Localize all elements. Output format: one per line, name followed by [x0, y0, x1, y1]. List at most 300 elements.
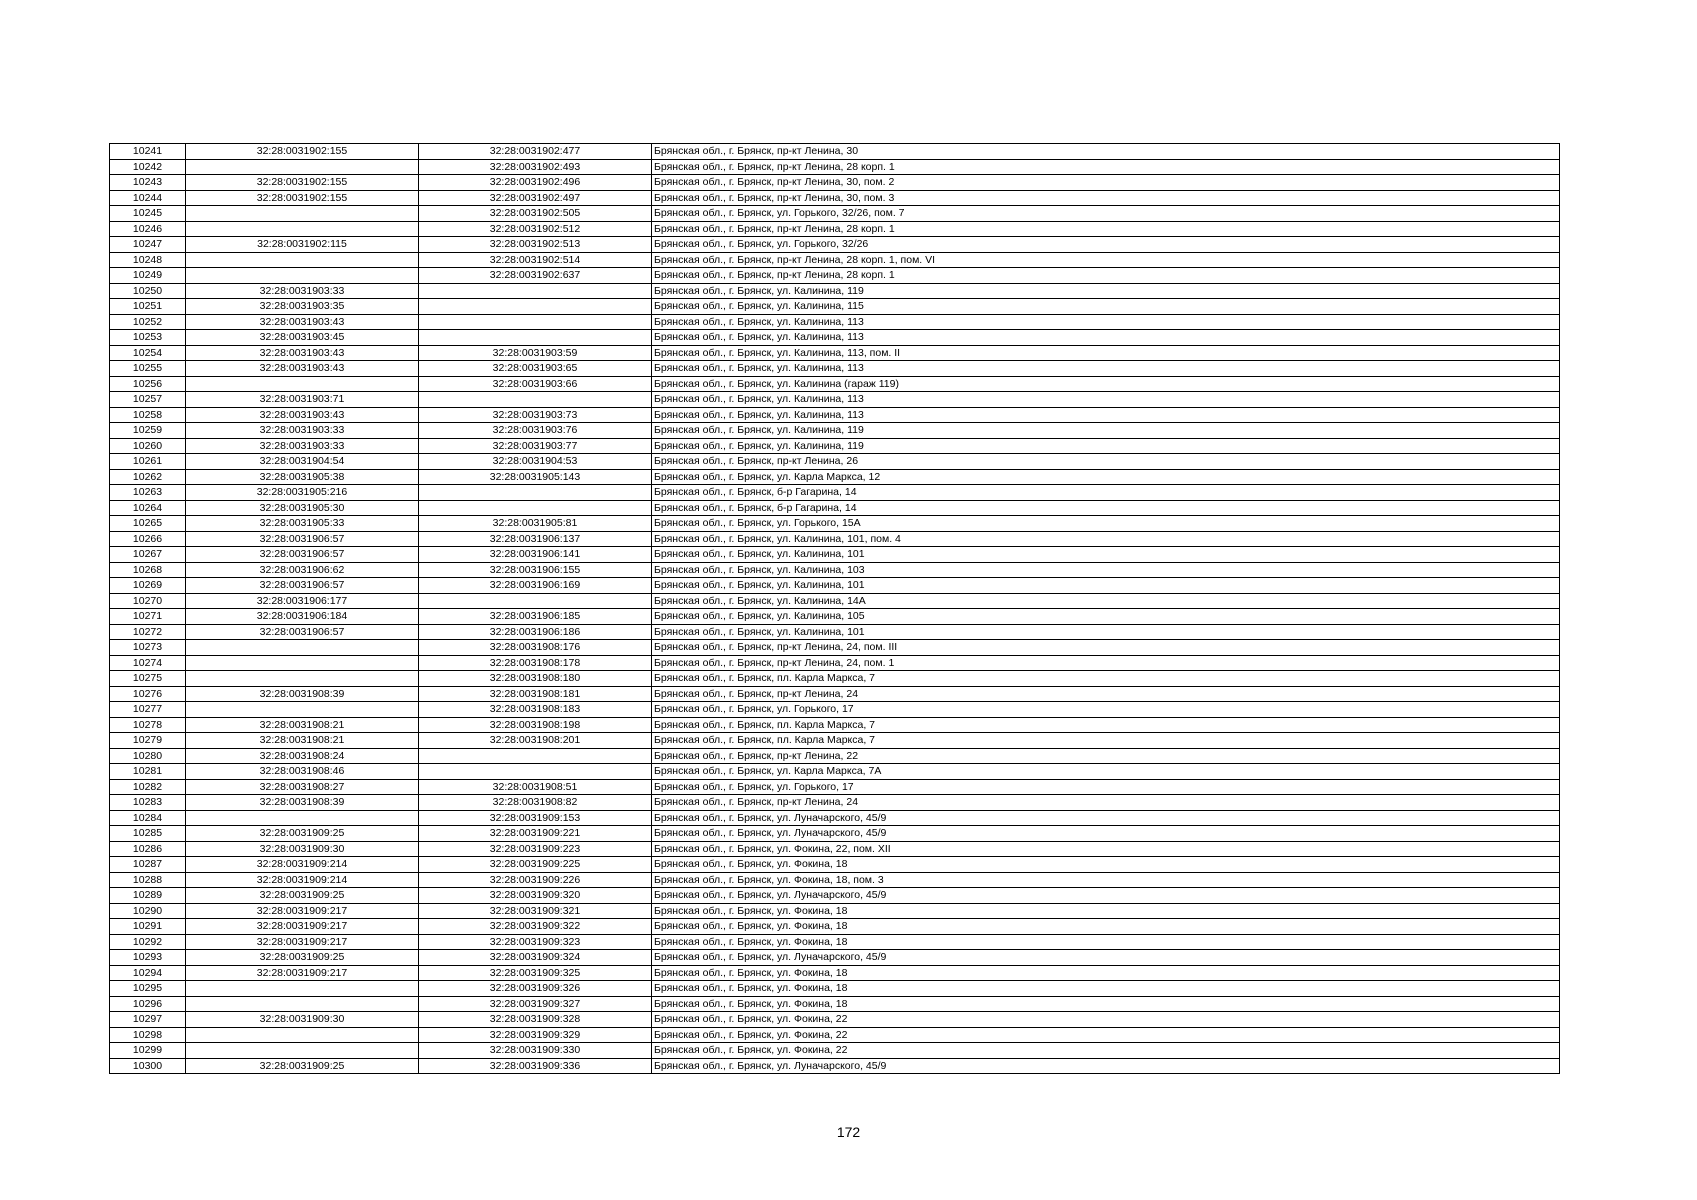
- cadastral-number-cell: 32:28:0031902:512: [419, 221, 652, 237]
- parent-cadastral-cell: 32:28:0031909:217: [186, 919, 419, 935]
- parent-cadastral-cell: 32:28:0031905:216: [186, 485, 419, 501]
- address-cell: Брянская обл., г. Брянск, ул. Луначарского, 45/9: [652, 950, 1560, 966]
- row-number-cell: 10287: [110, 857, 186, 873]
- row-number-cell: 10278: [110, 717, 186, 733]
- parent-cadastral-cell: [186, 159, 419, 175]
- row-number-cell: 10271: [110, 609, 186, 625]
- cadastral-number-cell: 32:28:0031903:77: [419, 438, 652, 454]
- cadastral-number-cell: 32:28:0031908:180: [419, 671, 652, 687]
- address-cell: Брянская обл., г. Брянск, ул. Калинина, 101: [652, 624, 1560, 640]
- address-cell: Брянская обл., г. Брянск, ул. Фокина, 22: [652, 1043, 1560, 1059]
- address-cell: Брянская обл., г. Брянск, ул. Луначарского, 45/9: [652, 826, 1560, 842]
- table-row: [110, 562, 1560, 578]
- parent-cadastral-cell: 32:28:0031905:33: [186, 516, 419, 532]
- parent-cadastral-cell: 32:28:0031905:30: [186, 500, 419, 516]
- cadastral-number-cell: 32:28:0031909:326: [419, 981, 652, 997]
- cadastral-number-cell: 32:28:0031902:477: [419, 144, 652, 160]
- cadastral-number-cell: 32:28:0031908:198: [419, 717, 652, 733]
- parent-cadastral-cell: [186, 810, 419, 826]
- table-row: [110, 686, 1560, 702]
- table-row: [110, 578, 1560, 594]
- address-cell: Брянская обл., г. Брянск, ул. Калинина, 119: [652, 438, 1560, 454]
- cadastral-number-cell: 32:28:0031903:66: [419, 376, 652, 392]
- table-row: [110, 996, 1560, 1012]
- parent-cadastral-cell: 32:28:0031903:35: [186, 299, 419, 315]
- address-cell: Брянская обл., г. Брянск, пл. Карла Маркса, 7: [652, 671, 1560, 687]
- table-row: [110, 392, 1560, 408]
- table-row: [110, 547, 1560, 563]
- parent-cadastral-cell: [186, 221, 419, 237]
- table-row: [110, 1012, 1560, 1028]
- parent-cadastral-cell: 32:28:0031905:38: [186, 469, 419, 485]
- parent-cadastral-cell: 32:28:0031903:43: [186, 314, 419, 330]
- row-number-cell: 10280: [110, 748, 186, 764]
- address-cell: Брянская обл., г. Брянск, пр-кт Ленина, 26: [652, 454, 1560, 470]
- cadastral-number-cell: 32:28:0031908:201: [419, 733, 652, 749]
- table-row: [110, 500, 1560, 516]
- parent-cadastral-cell: [186, 376, 419, 392]
- table-row: [110, 361, 1560, 377]
- parent-cadastral-cell: 32:28:0031903:43: [186, 345, 419, 361]
- table-row: [110, 221, 1560, 237]
- cadastral-number-cell: [419, 299, 652, 315]
- row-number-cell: 10286: [110, 841, 186, 857]
- table-row: [110, 702, 1560, 718]
- cadastral-number-cell: 32:28:0031909:330: [419, 1043, 652, 1059]
- cadastral-number-cell: 32:28:0031909:320: [419, 888, 652, 904]
- table-row: [110, 779, 1560, 795]
- address-cell: Брянская обл., г. Брянск, ул. Калинина (гараж 119): [652, 376, 1560, 392]
- parent-cadastral-cell: [186, 702, 419, 718]
- address-cell: Брянская обл., г. Брянск, ул. Фокина, 18: [652, 919, 1560, 935]
- cadastral-number-cell: [419, 392, 652, 408]
- parent-cadastral-cell: 32:28:0031906:184: [186, 609, 419, 625]
- cadastral-number-cell: 32:28:0031908:82: [419, 795, 652, 811]
- address-cell: Брянская обл., г. Брянск, ул. Горького, 17: [652, 702, 1560, 718]
- address-cell: Брянская обл., г. Брянск, ул. Калинина, 119: [652, 423, 1560, 439]
- table-row: [110, 826, 1560, 842]
- table-row: [110, 841, 1560, 857]
- cadastral-number-cell: 32:28:0031908:176: [419, 640, 652, 656]
- cadastral-number-cell: 32:28:0031908:183: [419, 702, 652, 718]
- row-number-cell: 10247: [110, 237, 186, 253]
- cadastral-number-cell: 32:28:0031902:493: [419, 159, 652, 175]
- cadastral-number-cell: 32:28:0031902:514: [419, 252, 652, 268]
- parent-cadastral-cell: 32:28:0031903:33: [186, 283, 419, 299]
- address-cell: Брянская обл., г. Брянск, ул. Калинина, 101, пом. 4: [652, 531, 1560, 547]
- table-row: [110, 144, 1560, 160]
- address-cell: Брянская обл., г. Брянск, ул. Горького, 32/26: [652, 237, 1560, 253]
- cadastral-number-cell: 32:28:0031903:73: [419, 407, 652, 423]
- cadastral-number-cell: 32:28:0031902:496: [419, 175, 652, 191]
- address-cell: Брянская обл., г. Брянск, ул. Фокина, 18: [652, 996, 1560, 1012]
- table-row: [110, 1043, 1560, 1059]
- parent-cadastral-cell: 32:28:0031906:62: [186, 562, 419, 578]
- parent-cadastral-cell: 32:28:0031906:57: [186, 624, 419, 640]
- parent-cadastral-cell: 32:28:0031902:155: [186, 144, 419, 160]
- address-cell: Брянская обл., г. Брянск, пр-кт Ленина, 24, пом. III: [652, 640, 1560, 656]
- page-number: 172: [836, 1124, 861, 1140]
- cadastral-number-cell: 32:28:0031909:153: [419, 810, 652, 826]
- address-cell: Брянская обл., г. Брянск, ул. Фокина, 18, пом. 3: [652, 872, 1560, 888]
- row-number-cell: 10243: [110, 175, 186, 191]
- address-cell: Брянская обл., г. Брянск, ул. Фокина, 22: [652, 1027, 1560, 1043]
- table-row: [110, 252, 1560, 268]
- row-number-cell: 10270: [110, 593, 186, 609]
- parent-cadastral-cell: 32:28:0031906:177: [186, 593, 419, 609]
- row-number-cell: 10288: [110, 872, 186, 888]
- parent-cadastral-cell: 32:28:0031908:39: [186, 686, 419, 702]
- address-cell: Брянская обл., г. Брянск, пр-кт Ленина, 30, пом. 2: [652, 175, 1560, 191]
- row-number-cell: 10248: [110, 252, 186, 268]
- row-number-cell: 10263: [110, 485, 186, 501]
- parent-cadastral-cell: [186, 206, 419, 222]
- cadastral-number-cell: 32:28:0031906:186: [419, 624, 652, 640]
- row-number-cell: 10274: [110, 655, 186, 671]
- table-row: [110, 919, 1560, 935]
- row-number-cell: 10246: [110, 221, 186, 237]
- address-cell: Брянская обл., г. Брянск, ул. Калинина, 113: [652, 407, 1560, 423]
- table-row: [110, 330, 1560, 346]
- cadastral-number-cell: 32:28:0031905:81: [419, 516, 652, 532]
- row-number-cell: 10293: [110, 950, 186, 966]
- cadastral-number-cell: [419, 330, 652, 346]
- table-row: [110, 717, 1560, 733]
- cadastral-number-cell: [419, 283, 652, 299]
- row-number-cell: 10284: [110, 810, 186, 826]
- table-row: [110, 903, 1560, 919]
- address-cell: Брянская обл., г. Брянск, б-р Гагарина, 14: [652, 485, 1560, 501]
- cadastral-number-cell: 32:28:0031908:178: [419, 655, 652, 671]
- row-number-cell: 10265: [110, 516, 186, 532]
- table-row: [110, 624, 1560, 640]
- parent-cadastral-cell: [186, 996, 419, 1012]
- address-cell: Брянская обл., г. Брянск, ул. Калинина, 113: [652, 361, 1560, 377]
- table-row: [110, 1027, 1560, 1043]
- address-cell: Брянская обл., г. Брянск, ул. Фокина, 18: [652, 903, 1560, 919]
- address-cell: Брянская обл., г. Брянск, ул. Луначарского, 45/9: [652, 810, 1560, 826]
- address-cell: Брянская обл., г. Брянск, ул. Калинина, 115: [652, 299, 1560, 315]
- table-row: [110, 655, 1560, 671]
- cadastral-number-cell: 32:28:0031903:59: [419, 345, 652, 361]
- parent-cadastral-cell: 32:28:0031902:115: [186, 237, 419, 253]
- address-cell: Брянская обл., г. Брянск, ул. Фокина, 22, пом. XII: [652, 841, 1560, 857]
- address-cell: Брянская обл., г. Брянск, б-р Гагарина, 14: [652, 500, 1560, 516]
- table-row: [110, 733, 1560, 749]
- parent-cadastral-cell: 32:28:0031906:57: [186, 531, 419, 547]
- row-number-cell: 10281: [110, 764, 186, 780]
- row-number-cell: 10283: [110, 795, 186, 811]
- address-cell: Брянская обл., г. Брянск, пр-кт Ленина, 30, пом. 3: [652, 190, 1560, 206]
- cadastral-number-cell: 32:28:0031905:143: [419, 469, 652, 485]
- cadastral-number-cell: [419, 748, 652, 764]
- address-cell: Брянская обл., г. Брянск, ул. Калинина, 103: [652, 562, 1560, 578]
- address-cell: Брянская обл., г. Брянск, ул. Горького, 32/26, пом. 7: [652, 206, 1560, 222]
- row-number-cell: 10266: [110, 531, 186, 547]
- parent-cadastral-cell: 32:28:0031909:25: [186, 950, 419, 966]
- row-number-cell: 10244: [110, 190, 186, 206]
- cadastral-number-cell: 32:28:0031909:323: [419, 934, 652, 950]
- parent-cadastral-cell: 32:28:0031908:21: [186, 717, 419, 733]
- table-row: [110, 857, 1560, 873]
- parent-cadastral-cell: 32:28:0031903:33: [186, 438, 419, 454]
- address-cell: Брянская обл., г. Брянск, ул. Калинина, 113: [652, 392, 1560, 408]
- row-number-cell: 10255: [110, 361, 186, 377]
- address-cell: Брянская обл., г. Брянск, ул. Луначарского, 45/9: [652, 888, 1560, 904]
- cadastral-number-cell: 32:28:0031909:221: [419, 826, 652, 842]
- cadastral-number-cell: 32:28:0031902:637: [419, 268, 652, 284]
- table-row: [110, 469, 1560, 485]
- table-row: [110, 795, 1560, 811]
- parent-cadastral-cell: 32:28:0031909:25: [186, 888, 419, 904]
- address-cell: Брянская обл., г. Брянск, пр-кт Ленина, 24: [652, 686, 1560, 702]
- parent-cadastral-cell: 32:28:0031908:39: [186, 795, 419, 811]
- row-number-cell: 10269: [110, 578, 186, 594]
- row-number-cell: 10275: [110, 671, 186, 687]
- table-row: [110, 934, 1560, 950]
- cadastral-number-cell: 32:28:0031902:505: [419, 206, 652, 222]
- cadastral-number-cell: 32:28:0031902:513: [419, 237, 652, 253]
- cadastral-number-cell: 32:28:0031906:185: [419, 609, 652, 625]
- cadastral-number-cell: 32:28:0031904:53: [419, 454, 652, 470]
- row-number-cell: 10273: [110, 640, 186, 656]
- row-number-cell: 10258: [110, 407, 186, 423]
- parent-cadastral-cell: 32:28:0031903:45: [186, 330, 419, 346]
- parent-cadastral-cell: [186, 671, 419, 687]
- parent-cadastral-cell: 32:28:0031909:25: [186, 1058, 419, 1074]
- parent-cadastral-cell: 32:28:0031909:217: [186, 965, 419, 981]
- parent-cadastral-cell: 32:28:0031904:54: [186, 454, 419, 470]
- row-number-cell: 10260: [110, 438, 186, 454]
- address-cell: Брянская обл., г. Брянск, пр-кт Ленина, 24, пом. 1: [652, 655, 1560, 671]
- address-cell: Брянская обл., г. Брянск, ул. Калинина, 101: [652, 578, 1560, 594]
- cadastral-number-cell: 32:28:0031908:51: [419, 779, 652, 795]
- address-cell: Брянская обл., г. Брянск, пр-кт Ленина, 28 корп. 1: [652, 221, 1560, 237]
- table-row: [110, 345, 1560, 361]
- address-cell: Брянская обл., г. Брянск, пл. Карла Маркса, 7: [652, 717, 1560, 733]
- table-row: [110, 531, 1560, 547]
- row-number-cell: 10291: [110, 919, 186, 935]
- table-row: [110, 965, 1560, 981]
- row-number-cell: 10296: [110, 996, 186, 1012]
- parent-cadastral-cell: 32:28:0031909:30: [186, 841, 419, 857]
- row-number-cell: 10249: [110, 268, 186, 284]
- address-cell: Брянская обл., г. Брянск, ул. Калинина, 101: [652, 547, 1560, 563]
- parent-cadastral-cell: [186, 1027, 419, 1043]
- table-row: [110, 438, 1560, 454]
- cadastral-number-cell: [419, 314, 652, 330]
- cadastral-number-cell: 32:28:0031909:336: [419, 1058, 652, 1074]
- cadastral-number-cell: 32:28:0031909:321: [419, 903, 652, 919]
- address-cell: Брянская обл., г. Брянск, пл. Карла Маркса, 7: [652, 733, 1560, 749]
- table-row: [110, 593, 1560, 609]
- row-number-cell: 10245: [110, 206, 186, 222]
- cadastral-number-cell: 32:28:0031902:497: [419, 190, 652, 206]
- address-cell: Брянская обл., г. Брянск, ул. Калинина, 113: [652, 314, 1560, 330]
- cadastral-number-cell: 32:28:0031909:325: [419, 965, 652, 981]
- parent-cadastral-cell: [186, 640, 419, 656]
- parent-cadastral-cell: 32:28:0031909:214: [186, 872, 419, 888]
- parent-cadastral-cell: 32:28:0031908:27: [186, 779, 419, 795]
- parent-cadastral-cell: 32:28:0031902:155: [186, 190, 419, 206]
- parent-cadastral-cell: 32:28:0031903:71: [186, 392, 419, 408]
- table-row: [110, 1058, 1560, 1074]
- parent-cadastral-cell: 32:28:0031902:155: [186, 175, 419, 191]
- address-cell: Брянская обл., г. Брянск, ул. Горького, 15А: [652, 516, 1560, 532]
- table-row: [110, 268, 1560, 284]
- row-number-cell: 10250: [110, 283, 186, 299]
- address-cell: Брянская обл., г. Брянск, ул. Фокина, 18: [652, 981, 1560, 997]
- cadastral-number-cell: 32:28:0031909:329: [419, 1027, 652, 1043]
- cadastral-number-cell: 32:28:0031906:141: [419, 547, 652, 563]
- table-row: [110, 407, 1560, 423]
- parent-cadastral-cell: 32:28:0031909:25: [186, 826, 419, 842]
- table-row: [110, 206, 1560, 222]
- address-cell: Брянская обл., г. Брянск, пр-кт Ленина, 28 корп. 1, пом. VI: [652, 252, 1560, 268]
- address-cell: Брянская обл., г. Брянск, пр-кт Ленина, 28 корп. 1: [652, 268, 1560, 284]
- table-row: [110, 888, 1560, 904]
- row-number-cell: 10256: [110, 376, 186, 392]
- row-number-cell: 10285: [110, 826, 186, 842]
- table-row: [110, 237, 1560, 253]
- row-number-cell: 10257: [110, 392, 186, 408]
- address-cell: Брянская обл., г. Брянск, ул. Луначарского, 45/9: [652, 1058, 1560, 1074]
- cadastral-number-cell: 32:28:0031906:137: [419, 531, 652, 547]
- address-cell: Брянская обл., г. Брянск, пр-кт Ленина, 28 корп. 1: [652, 159, 1560, 175]
- cadastral-number-cell: 32:28:0031908:181: [419, 686, 652, 702]
- table-row: [110, 748, 1560, 764]
- cadastral-number-cell: 32:28:0031909:327: [419, 996, 652, 1012]
- row-number-cell: 10242: [110, 159, 186, 175]
- table-row: [110, 872, 1560, 888]
- address-cell: Брянская обл., г. Брянск, ул. Калинина, 105: [652, 609, 1560, 625]
- row-number-cell: 10289: [110, 888, 186, 904]
- table-row: [110, 299, 1560, 315]
- parent-cadastral-cell: 32:28:0031908:24: [186, 748, 419, 764]
- table-body: [110, 144, 1560, 1074]
- address-cell: Брянская обл., г. Брянск, ул. Калинина, 119: [652, 283, 1560, 299]
- cadastral-number-cell: [419, 593, 652, 609]
- row-number-cell: 10262: [110, 469, 186, 485]
- address-cell: Брянская обл., г. Брянск, ул. Карла Маркса, 7А: [652, 764, 1560, 780]
- cadastral-number-cell: 32:28:0031909:223: [419, 841, 652, 857]
- row-number-cell: 10277: [110, 702, 186, 718]
- cadastral-number-cell: 32:28:0031909:324: [419, 950, 652, 966]
- table-row: [110, 159, 1560, 175]
- parent-cadastral-cell: [186, 252, 419, 268]
- table-row: [110, 609, 1560, 625]
- cadastral-number-cell: 32:28:0031909:225: [419, 857, 652, 873]
- row-number-cell: 10292: [110, 934, 186, 950]
- row-number-cell: 10251: [110, 299, 186, 315]
- table-row: [110, 981, 1560, 997]
- cadastral-number-cell: 32:28:0031903:65: [419, 361, 652, 377]
- registry-table: [109, 143, 1560, 1074]
- table-row: [110, 516, 1560, 532]
- row-number-cell: 10290: [110, 903, 186, 919]
- row-number-cell: 10254: [110, 345, 186, 361]
- address-cell: Брянская обл., г. Брянск, ул. Калинина, 14А: [652, 593, 1560, 609]
- row-number-cell: 10299: [110, 1043, 186, 1059]
- parent-cadastral-cell: 32:28:0031909:30: [186, 1012, 419, 1028]
- row-number-cell: 10298: [110, 1027, 186, 1043]
- row-number-cell: 10264: [110, 500, 186, 516]
- row-number-cell: 10294: [110, 965, 186, 981]
- table-row: [110, 764, 1560, 780]
- table-row: [110, 423, 1560, 439]
- row-number-cell: 10295: [110, 981, 186, 997]
- parent-cadastral-cell: [186, 981, 419, 997]
- table-row: [110, 810, 1560, 826]
- row-number-cell: 10241: [110, 144, 186, 160]
- parent-cadastral-cell: [186, 655, 419, 671]
- address-cell: Брянская обл., г. Брянск, ул. Фокина, 18: [652, 857, 1560, 873]
- cadastral-number-cell: 32:28:0031906:155: [419, 562, 652, 578]
- table-row: [110, 485, 1560, 501]
- table-row: [110, 175, 1560, 191]
- address-cell: Брянская обл., г. Брянск, ул. Калинина, 113: [652, 330, 1560, 346]
- cadastral-number-cell: 32:28:0031903:76: [419, 423, 652, 439]
- parent-cadastral-cell: 32:28:0031903:43: [186, 361, 419, 377]
- address-cell: Брянская обл., г. Брянск, пр-кт Ленина, 30: [652, 144, 1560, 160]
- parent-cadastral-cell: [186, 268, 419, 284]
- table-row: [110, 950, 1560, 966]
- parent-cadastral-cell: 32:28:0031909:217: [186, 934, 419, 950]
- parent-cadastral-cell: 32:28:0031903:43: [186, 407, 419, 423]
- cadastral-number-cell: 32:28:0031909:328: [419, 1012, 652, 1028]
- cadastral-number-cell: 32:28:0031909:322: [419, 919, 652, 935]
- row-number-cell: 10261: [110, 454, 186, 470]
- row-number-cell: 10253: [110, 330, 186, 346]
- address-cell: Брянская обл., г. Брянск, ул. Калинина, 113, пом. II: [652, 345, 1560, 361]
- parent-cadastral-cell: [186, 1043, 419, 1059]
- table-row: [110, 640, 1560, 656]
- row-number-cell: 10279: [110, 733, 186, 749]
- cadastral-number-cell: [419, 500, 652, 516]
- row-number-cell: 10268: [110, 562, 186, 578]
- address-cell: Брянская обл., г. Брянск, ул. Фокина, 18: [652, 934, 1560, 950]
- cadastral-number-cell: 32:28:0031909:226: [419, 872, 652, 888]
- table-row: [110, 190, 1560, 206]
- cadastral-number-cell: [419, 764, 652, 780]
- table-row: [110, 314, 1560, 330]
- row-number-cell: 10267: [110, 547, 186, 563]
- parent-cadastral-cell: 32:28:0031906:57: [186, 547, 419, 563]
- parent-cadastral-cell: 32:28:0031908:46: [186, 764, 419, 780]
- row-number-cell: 10297: [110, 1012, 186, 1028]
- parent-cadastral-cell: 32:28:0031903:33: [186, 423, 419, 439]
- table-row: [110, 454, 1560, 470]
- address-cell: Брянская обл., г. Брянск, пр-кт Ленина, 24: [652, 795, 1560, 811]
- parent-cadastral-cell: 32:28:0031909:214: [186, 857, 419, 873]
- table-row: [110, 671, 1560, 687]
- cadastral-number-cell: [419, 485, 652, 501]
- row-number-cell: 10259: [110, 423, 186, 439]
- table-row: [110, 283, 1560, 299]
- row-number-cell: 10252: [110, 314, 186, 330]
- address-cell: Брянская обл., г. Брянск, ул. Фокина, 22: [652, 1012, 1560, 1028]
- parent-cadastral-cell: 32:28:0031908:21: [186, 733, 419, 749]
- table-row: [110, 376, 1560, 392]
- address-cell: Брянская обл., г. Брянск, пр-кт Ленина, 22: [652, 748, 1560, 764]
- row-number-cell: 10276: [110, 686, 186, 702]
- row-number-cell: 10272: [110, 624, 186, 640]
- parent-cadastral-cell: 32:28:0031909:217: [186, 903, 419, 919]
- row-number-cell: 10300: [110, 1058, 186, 1074]
- row-number-cell: 10282: [110, 779, 186, 795]
- parent-cadastral-cell: 32:28:0031906:57: [186, 578, 419, 594]
- address-cell: Брянская обл., г. Брянск, ул. Горького, 17: [652, 779, 1560, 795]
